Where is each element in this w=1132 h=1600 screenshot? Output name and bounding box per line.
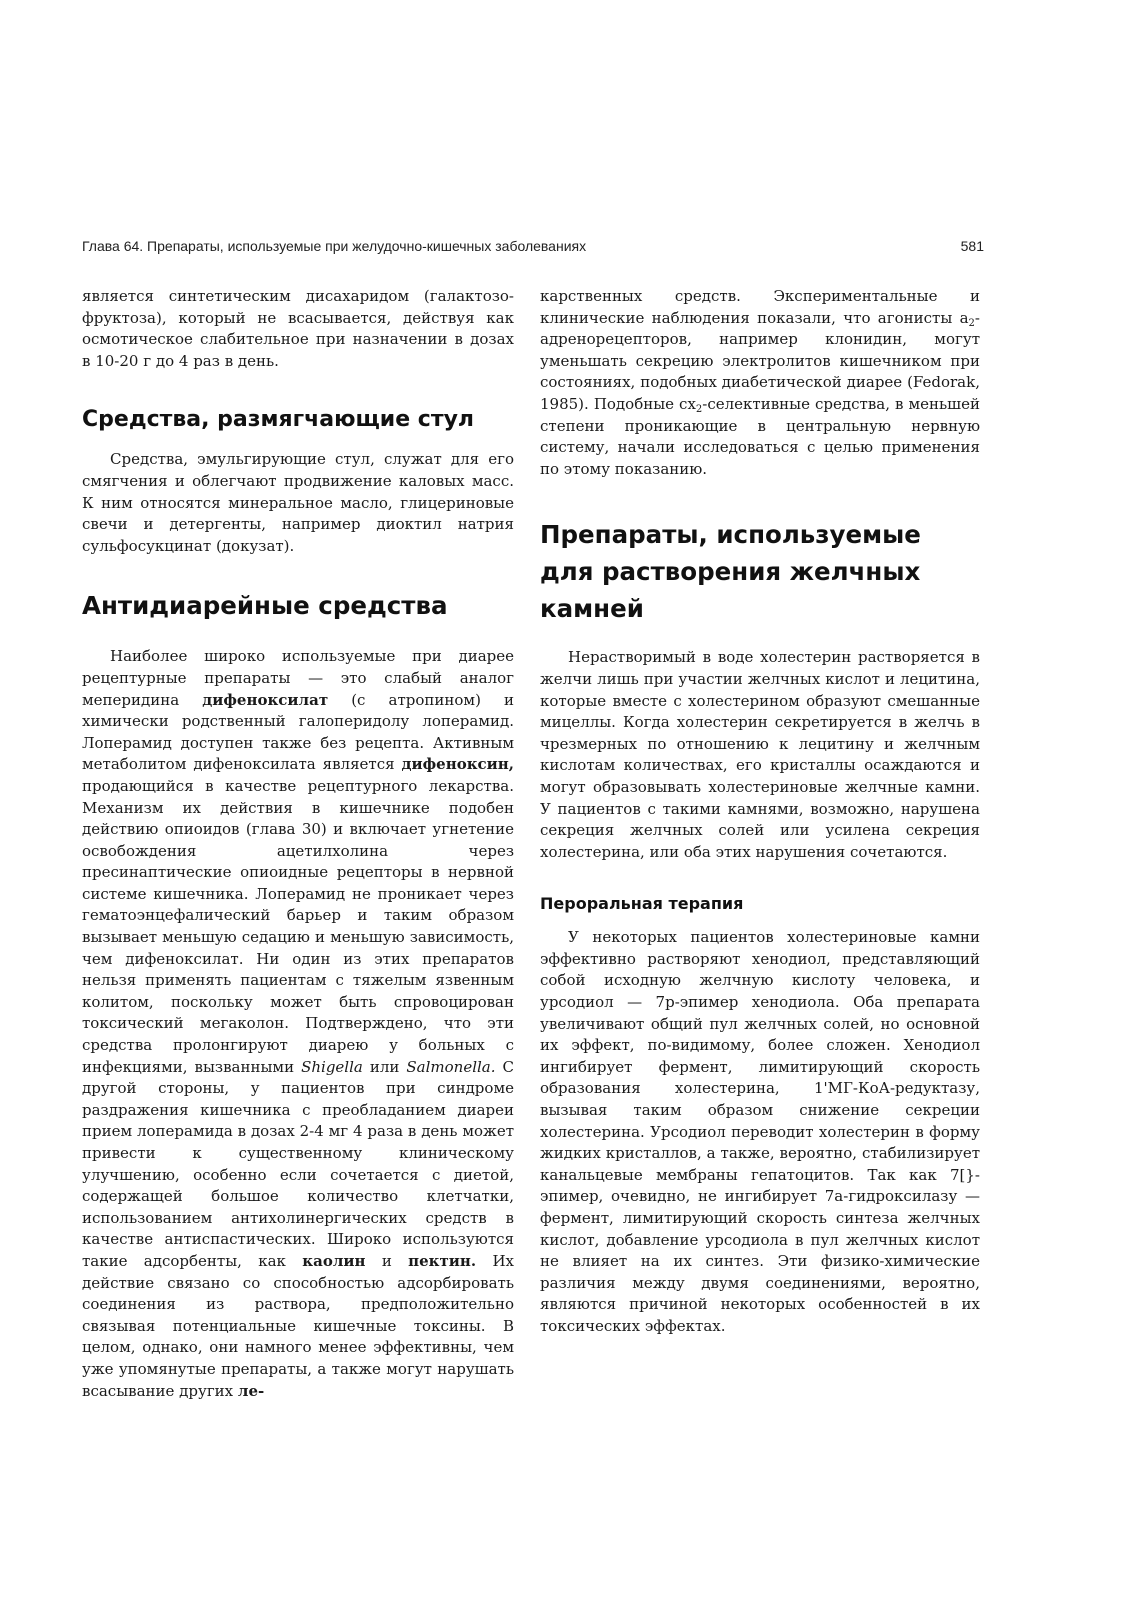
running-header — [82, 238, 984, 254]
drug-name-kaolin: каолин — [302, 1251, 366, 1270]
text-run: -селективные средства, в меньшей степени проникающие в центральную нервную систему, начали исследоваться с целью применения по этому показанию. — [540, 394, 980, 478]
word-fragment: ле- — [237, 1381, 265, 1400]
right-column — [540, 286, 980, 1338]
stool-softeners-paragraph: Средства, эмульгирующие стул, служат для его смягчения и облегчают продвижение каловых масс. К ним относятся минеральное масло, глицериновые свечи и детергенты, например диоктил натрия сульфосукцинат (докузат). — [82, 450, 514, 555]
oral-therapy-paragraph: У некоторых пациентов холестериновые камни эффективно растворяют хенодиол, представляющий собой исходную желчную кислоту человека, и урсодиол — 7р-эпимер хенодиола. Оба препарата увеличивают общий пул желчных солей, но основной их эффект, по-видимому, более сложен. Хенодиол ингибирует фермент, лимитирующий скорость образования холестерина, 1'МГ-КоА-редуктазу, вызывая таким образом снижение секреции холестерина. Урсодиол переводит холестерин в форму жидких кристаллов, а также, вероятно, стабилизирует канальцевые мембраны гепатоцитов. Так как 7[}-эпимер, очевидно, не ингибирует 7а-гидроксилазу — фермент, лимитирующий скорость синтеза желчных кислот, добавление урсодиола в пул желчных кислот не влияет на их синтез. Эти физико-химические различия между двумя соединениями, вероятно, являются причиной некоторых особенностей в их токсических эффектах. — [540, 928, 980, 1335]
page-number: 581 — [960, 238, 984, 254]
antidiarrheal-heading: Антидиарейные средства — [82, 591, 448, 621]
gallstones-paragraph: Нерастворимый в воде холестерин растворяется в желчи лишь при участии желчных кислот и лецитина, которые вместе с холестерином образуют смешанные мицеллы. Когда холестерин секретируется в желчь в чрезмерных по отношению к лецитину и желчным кислотам количествах, его кристаллы осаждаются и могут образовывать холестериновые желчные камни. У пациентов с такими камнями, возможно, нарушена секреция желчных солей или усилена секреция холестерина, или оба этих нарушения сочетаются. — [540, 648, 980, 861]
stool-softeners-heading: Средства, размягчающие стул — [82, 407, 475, 433]
oral-therapy-heading: Пероральная терапия — [540, 894, 744, 914]
text-run: (с атропином) и химически родственный галоперидолу лоперамид. Лоперамид доступен также без рецепта. Активным метаболитом дифеноксилата является — [82, 690, 514, 774]
drug-name-difenoxin: дифеноксин, — [401, 755, 514, 774]
text-run: и — [365, 1251, 409, 1270]
left-column — [82, 286, 514, 1402]
text-run: -адренорецепторов, например клонидин, могут уменьшать секрецию электролитов кишечником при состояниях, подобных диабетической диарее (Fedorak, 1985). Подобные cx — [540, 308, 980, 413]
subscript: 2 — [968, 317, 975, 329]
text-run: Наиболее широко используемые при диарее рецептурные препараты — это слабый аналог меперидина — [82, 647, 514, 709]
antidiarrheal-paragraph — [82, 646, 514, 1402]
subscript: 2 — [695, 403, 703, 415]
drug-name-diphenoxylate: дифеноксилат — [202, 690, 329, 709]
gallstones-heading: Препараты, используемые для растворения желчных камней — [540, 520, 921, 624]
text-run: или — [362, 1057, 407, 1076]
drug-name-pectin: пектин. — [408, 1251, 477, 1270]
text-run: карственных средств. Экспериментальные и клинические наблюдения показали, что агонисты a — [540, 287, 980, 327]
intro-paragraph: является синтетическим дисахаридом (галактозо-фруктоза), который не всасывается, действуя как осмотическое слабительное при назначении в дозах в 10-20 г до 4 раз в день. — [82, 287, 514, 370]
continuation-paragraph — [540, 286, 980, 480]
text-run: С другой стороны, у пациентов при синдроме раздражения кишечника с преобладанием диареи прием лоперамида в дозах 2-4 мг 4 раза в день может привести к существенному клиническому улучшению, особенно если сочетается с диетой, содержащей большое количество клетчатки, использованием антихолинергических средств в качестве антиспастических. Широко используются такие адсорбенты, как — [82, 1057, 514, 1270]
organism-salmonella: Salmonella. — [406, 1057, 496, 1076]
text-run: Их действие связано со способностью адсорбировать соединения из раствора, предположительно связывая потенциальные кишечные токсины. В целом, однако, они намного менее эффективны, чем уже упомянутые препараты, а также могут нарушать всасывание других — [82, 1251, 514, 1400]
organism-shigella: Shigella — [301, 1057, 363, 1076]
chapter-title: Глава 64. Препараты, используемые при желудочно-кишечных заболеваниях — [82, 238, 587, 254]
text-run: продающийся в качестве рецептурного лекарства. Механизм их действия в кишечнике подобен действию опиоидов (глава 30) и включает угнетение освобождения ацетилхолина через пресинаптические опиоидные рецепторы в нервной системе кишечника. Лоперамид не проникает через гематоэнцефалический барьер и таким образом вызывает меньшую седацию и меньшую зависимость, чем дифеноксилат. Ни один из этих препаратов нельзя применять пациентам с тяжелым язвенным колитом, поскольку может быть спровоцирован токсический мегаколон. Подтверждено, что эти средства пролонгируют диарею у больных с инфекциями, вызванными — [82, 776, 514, 1076]
